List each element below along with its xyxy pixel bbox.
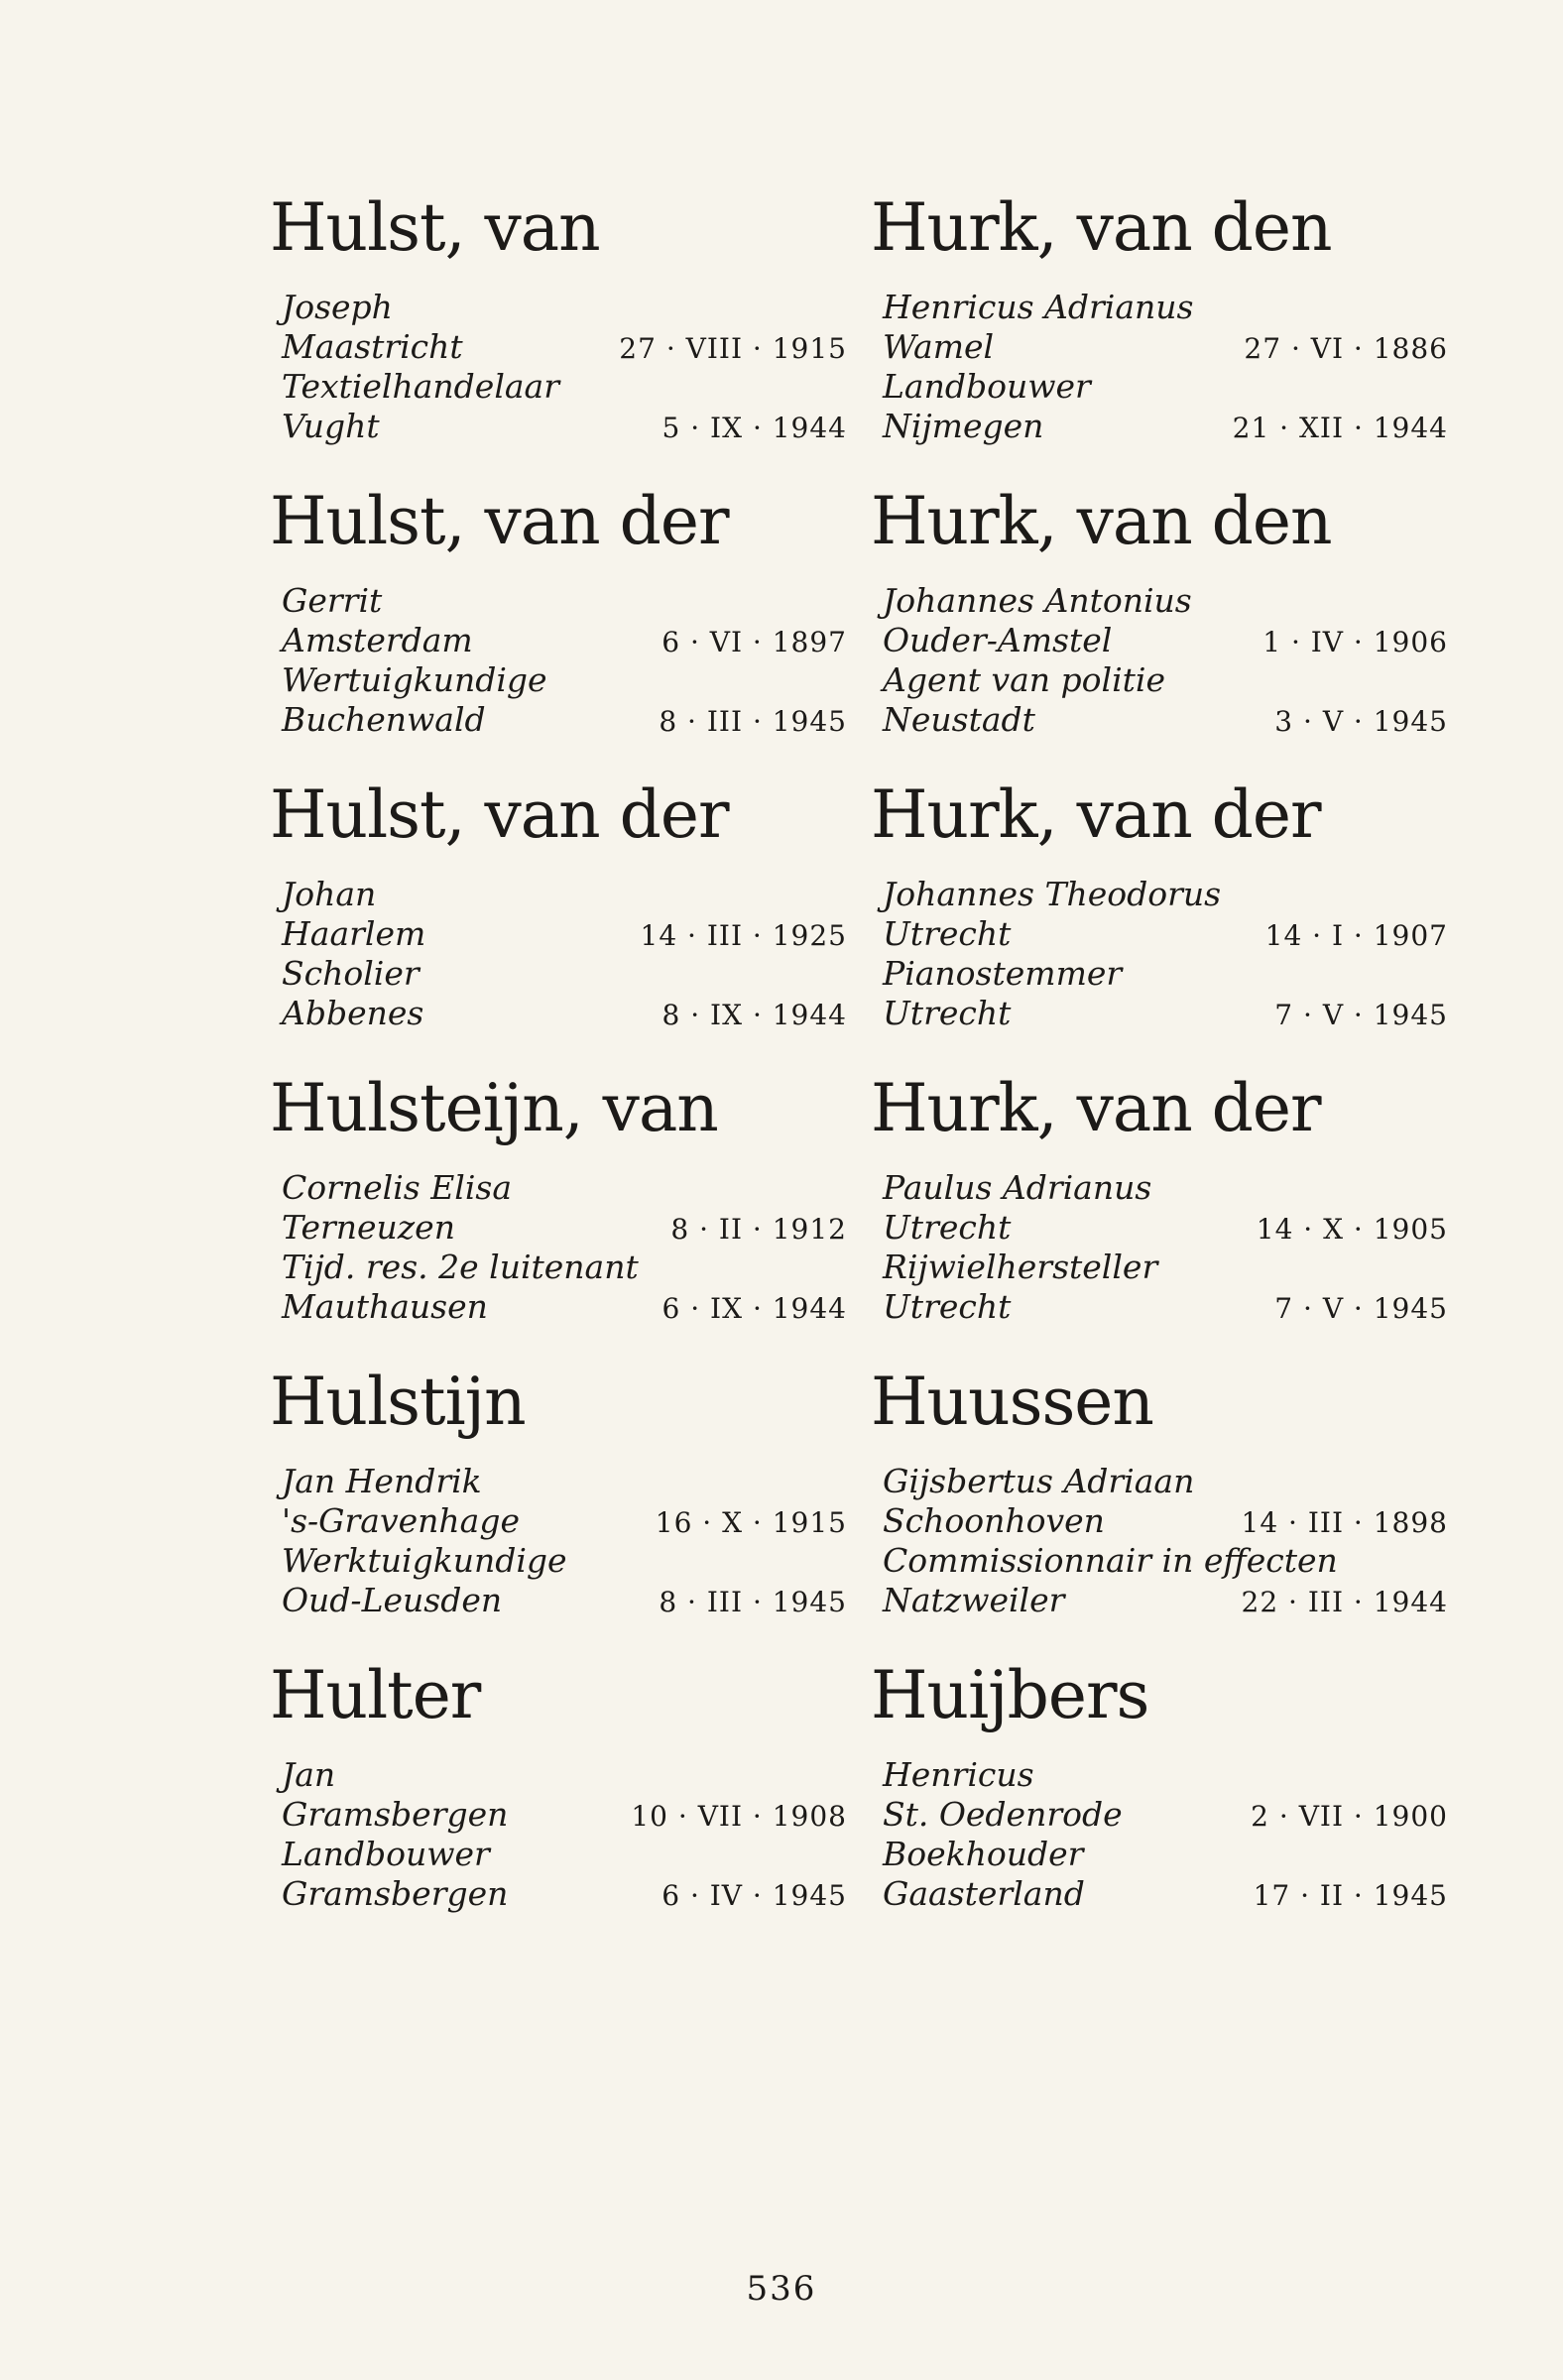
death-row	[282, 1287, 855, 1327]
surname-heading: Huussen	[871, 1364, 1153, 1440]
death-place: Gramsbergen	[282, 1874, 509, 1913]
given-name: Gijsbertus Adriaan	[883, 1462, 1195, 1500]
death-date: 6 · IX · 1944	[661, 1292, 847, 1325]
death-row	[883, 994, 1456, 1033]
birth-date: 10 · VII · 1908	[631, 1800, 847, 1833]
birth-date: 16 · X · 1915	[655, 1506, 847, 1539]
surname-heading: Hurk, van den	[871, 483, 1332, 559]
surname-heading: Hurk, van den	[871, 189, 1332, 266]
occupation-row	[883, 367, 1456, 407]
birthplace: Wamel	[883, 327, 995, 366]
occupation-row	[883, 1541, 1456, 1581]
death-date: 8 · IX · 1944	[661, 999, 847, 1031]
register-entry	[260, 1656, 855, 1950]
occupation-row	[883, 1835, 1456, 1874]
death-place: Abbenes	[282, 994, 424, 1032]
given-name-row	[282, 875, 855, 914]
birth-row	[883, 914, 1456, 954]
birth-row	[883, 621, 1456, 660]
occupation: Pianostemmer	[883, 954, 1123, 993]
death-place: Oud-Leusden	[282, 1581, 503, 1619]
death-row	[282, 1581, 855, 1620]
register-entry	[861, 482, 1456, 775]
given-name-row	[883, 581, 1456, 621]
death-place: Nijmegen	[883, 407, 1044, 445]
given-name: Henricus Adrianus	[883, 288, 1194, 326]
occupation: Landbouwer	[282, 1835, 490, 1873]
birth-date: 1 · IV · 1906	[1262, 626, 1448, 658]
occupation: Textielhandelaar	[282, 367, 560, 406]
given-name-row	[282, 1755, 855, 1795]
birth-row	[282, 327, 855, 367]
death-date: 6 · IV · 1945	[661, 1879, 847, 1912]
death-date: 7 · V · 1945	[1274, 999, 1448, 1031]
birth-row	[883, 327, 1456, 367]
birth-row	[883, 1501, 1456, 1541]
occupation-row	[282, 1541, 855, 1581]
death-place: Vught	[282, 407, 380, 445]
birthplace: St. Oedenrode	[883, 1795, 1123, 1834]
given-name: Johannes Theodorus	[883, 875, 1222, 913]
birth-date: 14 · I · 1907	[1264, 919, 1448, 952]
death-row	[282, 407, 855, 446]
occupation: Rijwielhersteller	[883, 1248, 1158, 1286]
register-entry	[260, 1069, 855, 1363]
occupation-row	[883, 954, 1456, 994]
death-row	[883, 407, 1456, 446]
birthplace: Gramsbergen	[282, 1795, 509, 1834]
occupation: Wertuigkundige	[282, 660, 547, 699]
death-row	[883, 1874, 1456, 1914]
birthplace: Ouder-Amstel	[883, 621, 1113, 659]
right-column	[861, 188, 1456, 1950]
birth-row	[883, 1795, 1456, 1835]
given-name-row	[282, 288, 855, 327]
given-name-row	[282, 1168, 855, 1208]
register-entry	[861, 1069, 1456, 1363]
birthplace: Utrecht	[883, 914, 1012, 953]
death-date: 17 · II · 1945	[1253, 1879, 1448, 1912]
register-entry	[861, 188, 1456, 482]
given-name: Jan	[282, 1755, 336, 1794]
occupation-row	[282, 1248, 855, 1287]
birth-date: 27 · VI · 1886	[1244, 332, 1448, 365]
given-name: Paulus Adrianus	[883, 1168, 1152, 1207]
death-row	[883, 1581, 1456, 1620]
surname-heading: Hulter	[270, 1657, 481, 1733]
occupation: Tijd. res. 2e luitenant	[282, 1248, 639, 1286]
surname-heading: Hulst, van der	[270, 483, 729, 559]
register-entry	[260, 775, 855, 1069]
death-date: 8 · III · 1945	[659, 705, 847, 738]
given-name-row	[883, 1755, 1456, 1795]
given-name: Gerrit	[282, 581, 383, 620]
surname-heading: Hurk, van der	[871, 1070, 1321, 1146]
birth-date: 8 · II · 1912	[670, 1213, 847, 1246]
register-entry	[260, 188, 855, 482]
death-place: Gaasterland	[883, 1874, 1085, 1913]
death-date: 3 · V · 1945	[1274, 705, 1448, 738]
death-date: 7 · V · 1945	[1274, 1292, 1448, 1325]
birthplace: Amsterdam	[282, 621, 473, 659]
occupation-row	[282, 954, 855, 994]
birthplace: 's-Gravenhage	[282, 1501, 520, 1540]
death-place: Utrecht	[883, 994, 1012, 1032]
register-entry	[861, 775, 1456, 1069]
death-row	[282, 1874, 855, 1914]
register-entry	[861, 1363, 1456, 1656]
given-name: Johan	[282, 875, 377, 913]
surname-heading: Huijbers	[871, 1657, 1149, 1733]
birthplace: Utrecht	[883, 1208, 1012, 1247]
occupation: Agent van politie	[883, 660, 1165, 699]
death-row	[282, 994, 855, 1033]
death-date: 21 · XII · 1944	[1232, 412, 1448, 444]
birth-date: 14 · III · 1898	[1241, 1506, 1448, 1539]
given-name-row	[883, 875, 1456, 914]
birth-row	[883, 1208, 1456, 1248]
death-row	[883, 1287, 1456, 1327]
death-place: Mauthausen	[282, 1287, 488, 1326]
death-place: Neustadt	[883, 700, 1035, 739]
occupation-row	[282, 660, 855, 700]
death-place: Natzweiler	[883, 1581, 1065, 1619]
register-entry	[861, 1656, 1456, 1950]
surname-heading: Hulstijn	[270, 1364, 526, 1440]
birthplace: Terneuzen	[282, 1208, 455, 1247]
birthplace: Schoonhoven	[883, 1501, 1105, 1540]
register-entry	[260, 482, 855, 775]
surname-heading: Hurk, van der	[871, 776, 1321, 853]
death-date: 8 · III · 1945	[659, 1586, 847, 1618]
occupation-row	[883, 660, 1456, 700]
given-name: Joseph	[282, 288, 393, 326]
surname-heading: Hulsteijn, van	[270, 1070, 718, 1146]
occupation: Commissionnair in effecten	[883, 1541, 1338, 1580]
birth-row	[282, 621, 855, 660]
birthplace: Maastricht	[282, 327, 463, 366]
birth-date: 2 · VII · 1900	[1251, 1800, 1448, 1833]
register-entry	[260, 1363, 855, 1656]
given-name: Johannes Antonius	[883, 581, 1192, 620]
birth-row	[282, 1795, 855, 1835]
surname-heading: Hulst, van	[270, 189, 600, 266]
page-number: 536	[746, 2269, 817, 2309]
death-row	[282, 700, 855, 740]
death-place: Utrecht	[883, 1287, 1012, 1326]
birth-date: 14 · III · 1925	[640, 919, 847, 952]
birth-row	[282, 1501, 855, 1541]
death-place: Buchenwald	[282, 700, 486, 739]
occupation-row	[282, 367, 855, 407]
given-name-row	[282, 1462, 855, 1501]
occupation-row	[282, 1835, 855, 1874]
given-name: Jan Hendrik	[282, 1462, 482, 1500]
death-date: 22 · III · 1944	[1241, 1586, 1448, 1618]
occupation: Boekhouder	[883, 1835, 1084, 1873]
given-name: Henricus	[883, 1755, 1034, 1794]
given-name-row	[883, 288, 1456, 327]
surname-heading: Hulst, van der	[270, 776, 729, 853]
occupation: Landbouwer	[883, 367, 1091, 406]
death-date: 5 · IX · 1944	[661, 412, 847, 444]
birthplace: Haarlem	[282, 914, 426, 953]
birth-row	[282, 1208, 855, 1248]
death-row	[883, 700, 1456, 740]
birth-date: 27 · VIII · 1915	[619, 332, 847, 365]
birth-date: 14 · X · 1905	[1256, 1213, 1448, 1246]
given-name-row	[282, 581, 855, 621]
given-name-row	[883, 1168, 1456, 1208]
birth-date: 6 · VI · 1897	[661, 626, 847, 658]
given-name-row	[883, 1462, 1456, 1501]
occupation-row	[883, 1248, 1456, 1287]
occupation: Werktuigkundige	[282, 1541, 567, 1580]
birth-row	[282, 914, 855, 954]
occupation: Scholier	[282, 954, 420, 993]
left-column	[260, 188, 855, 1950]
given-name: Cornelis Elisa	[282, 1168, 513, 1207]
